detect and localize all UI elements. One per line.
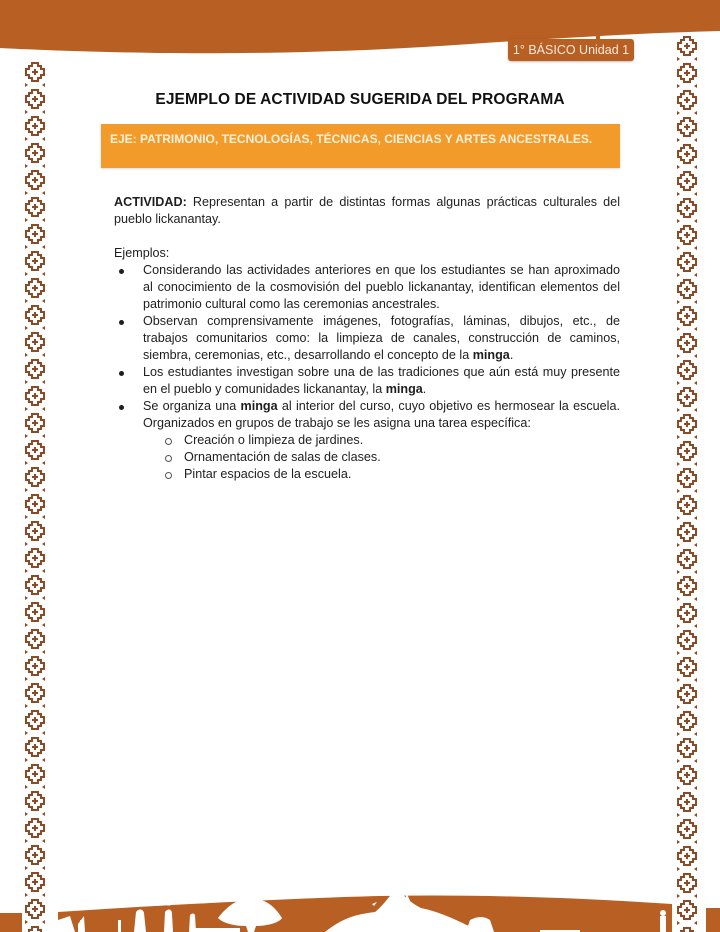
list-item-text: Los estudiantes investigan sobre una de las tradiciones que aún está muy presente en el pueblo y comunidades lickanantay, la bbox=[143, 365, 620, 396]
examples-list bbox=[114, 262, 620, 483]
examples-label: Ejemplos: bbox=[114, 246, 170, 260]
keyword-minga: minga bbox=[385, 382, 423, 396]
andean-pattern-icon bbox=[676, 36, 698, 932]
list-item-text: Observan comprensivamente imágenes, fotografías, láminas, dibujos, etc., de trabajos comunitarios como: la limpieza de canales, construcción de caminos, siembra, ceremonias, etc., desarrollando el concepto de la bbox=[143, 314, 620, 362]
list-item-text: al interior del curso, cuyo objetivo es hermosear la escuela. Organizados en grupos de trabajo se les asigna una tarea específica: bbox=[143, 399, 620, 430]
activity-label: ACTIVIDAD: bbox=[114, 195, 187, 209]
sub-list-item: Pintar espacios de la escuela. bbox=[143, 466, 620, 483]
sub-list-item: Creación o limpieza de jardines. bbox=[143, 432, 620, 449]
landscape-silhouette-icon bbox=[0, 820, 720, 932]
list-item-text: . bbox=[509, 348, 514, 362]
activity-text: Representan a partir de distintas formas algunas prácticas culturales del pueblo lickanantay. bbox=[114, 195, 620, 226]
list-item bbox=[114, 398, 620, 483]
left-pattern-border bbox=[24, 62, 46, 932]
page-title: EJEMPLO DE ACTIVIDAD SUGERIDA DEL PROGRAMA bbox=[155, 91, 565, 108]
right-pattern-border bbox=[676, 36, 698, 932]
list-item bbox=[114, 262, 620, 313]
andean-pattern-icon bbox=[24, 62, 46, 932]
list-item-text: Se organiza una bbox=[143, 399, 241, 413]
axis-banner bbox=[101, 124, 620, 168]
activity-content bbox=[114, 194, 620, 483]
unit-badge: 1° BÁSICO Unidad 1 bbox=[508, 39, 634, 61]
task-sublist bbox=[143, 432, 620, 483]
list-item bbox=[114, 364, 620, 398]
sub-list-item: Ornamentación de salas de clases. bbox=[143, 449, 620, 466]
keyword-minga: minga bbox=[240, 399, 278, 413]
list-item-text: . bbox=[422, 382, 427, 396]
keyword-minga: minga bbox=[472, 348, 510, 362]
axis-label: EJE: PATRIMONIO, TECNOLOGÍAS, TÉCNICAS, CIENCIAS Y ARTES ANCESTRALES. bbox=[110, 132, 593, 146]
activity-paragraph bbox=[114, 194, 620, 228]
list-item bbox=[114, 313, 620, 364]
list-item-text: Considerando las actividades anteriores en que los estudiantes se han aproximado al conocimiento de la cosmovisión del pueblo lickanantay, identifican elementos del patrimonio cultural como las ceremonias ancestrales. bbox=[143, 263, 620, 311]
